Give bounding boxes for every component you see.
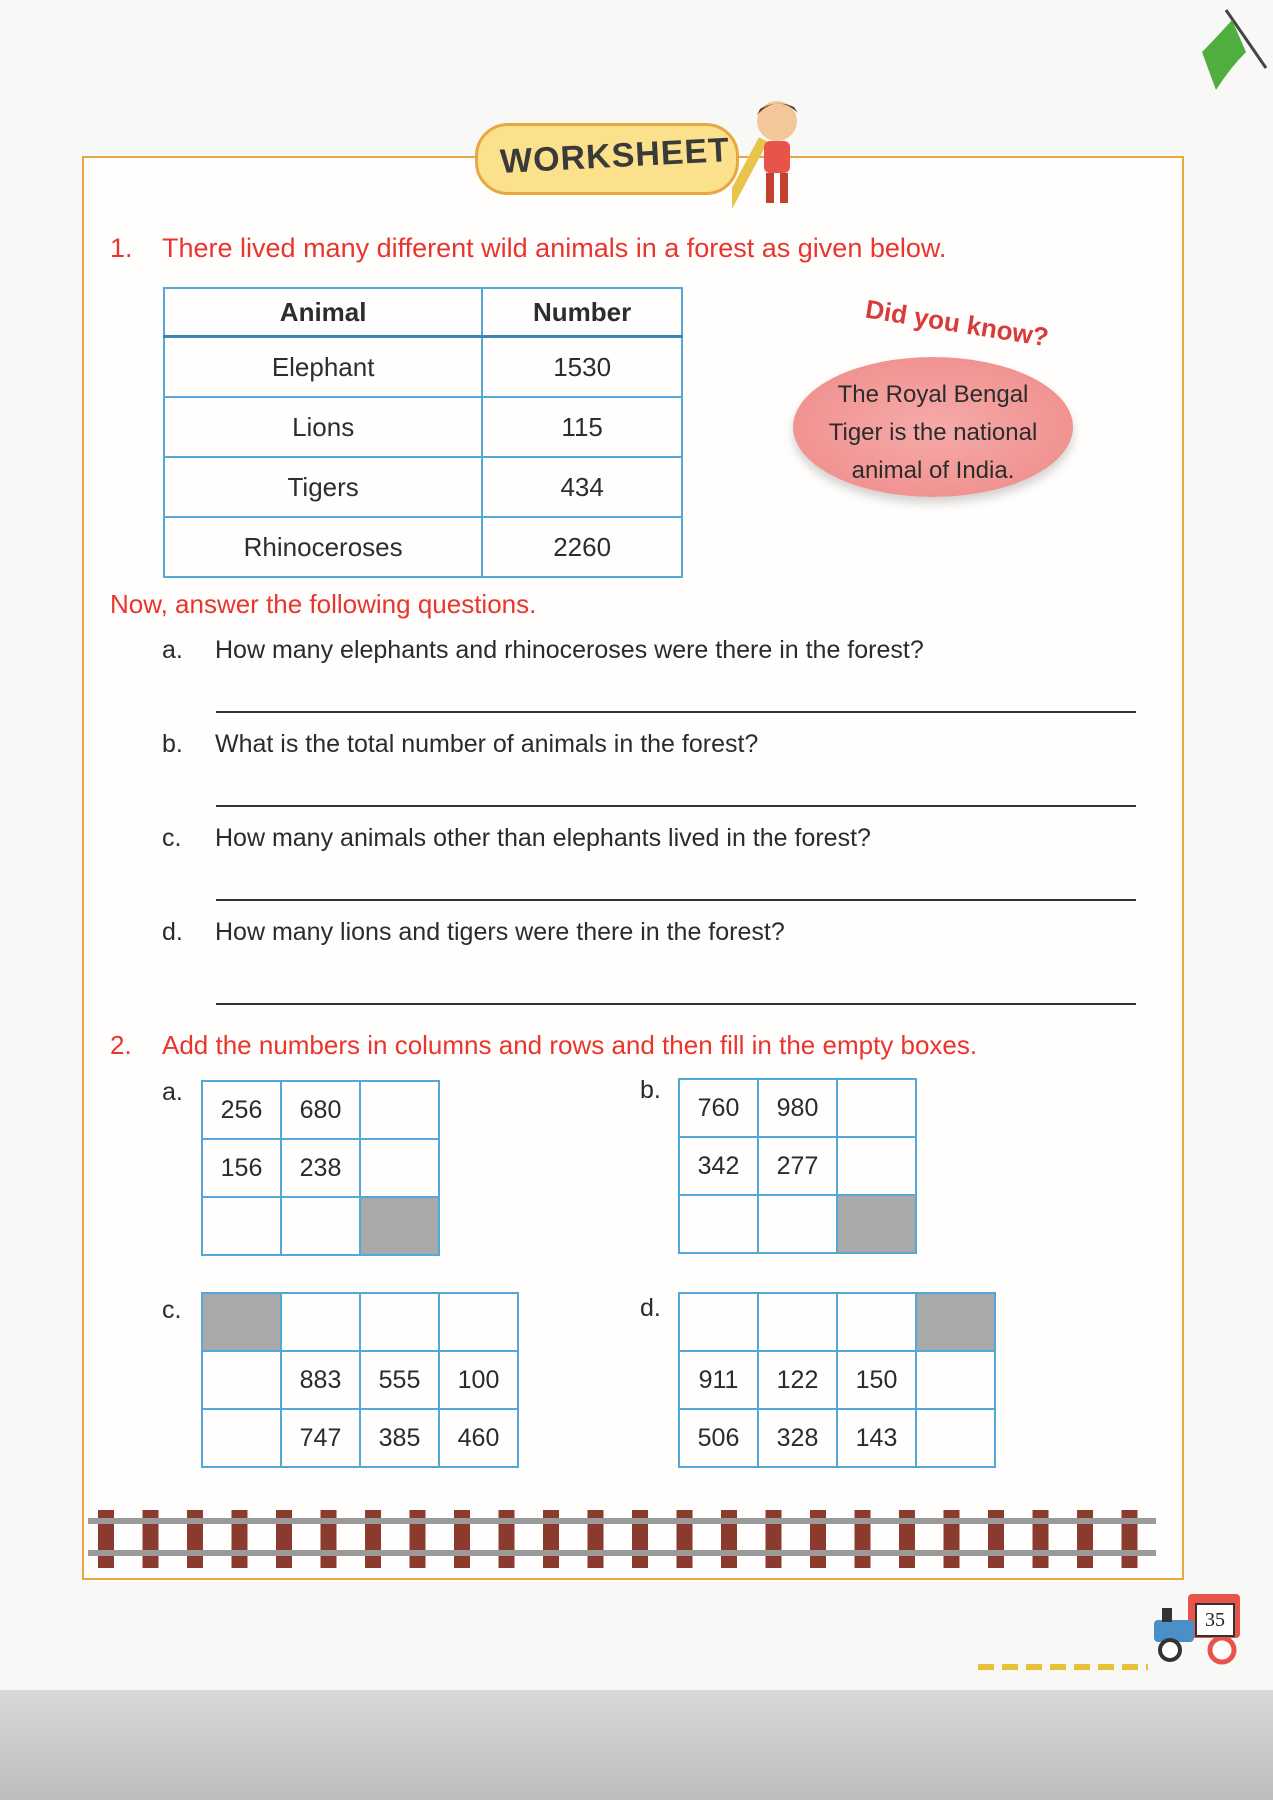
question-1-heading [110,233,946,264]
number-cell: 115 [482,397,682,457]
table-row [164,457,682,517]
page-bottom-shadow [0,1690,1273,1800]
table-row [164,517,682,577]
table-header-number: Number [482,288,682,337]
empty-answer-box[interactable] [916,1351,995,1409]
grid-cell: 760 [679,1079,758,1137]
grid-cell: 342 [679,1137,758,1195]
grid-c-label: c. [162,1296,182,1324]
animal-cell: Elephant [164,337,482,398]
question-2-number: 2. [110,1030,132,1060]
grid-cell: 506 [679,1409,758,1467]
railway-track-decoration [88,1506,1156,1572]
empty-answer-box[interactable] [281,1293,360,1351]
answer-prompt: Now, answer the following questions. [110,589,537,619]
empty-answer-box[interactable] [439,1293,518,1351]
empty-answer-box[interactable] [281,1197,360,1255]
sub-question-text: How many animals other than elephants lived in the forest? [215,824,871,852]
grid-cell: 911 [679,1351,758,1409]
grid-cell: 328 [758,1409,837,1467]
empty-answer-box[interactable] [202,1351,281,1409]
question-1-number: 1. [110,233,133,263]
table-header-row [164,288,682,337]
grid-cell: 555 [360,1351,439,1409]
question-2-text: Add the numbers in columns and rows and then fill in the empty boxes. [162,1030,978,1060]
answer-line-b[interactable] [216,805,1136,807]
empty-answer-box[interactable] [202,1409,281,1467]
grid-a-label: a. [162,1078,183,1106]
grid-cell: 277 [758,1137,837,1195]
table-header-animal: Animal [164,288,482,337]
green-flag-icon [1196,8,1268,98]
sub-question-label: a. [162,636,183,664]
shaded-cell [202,1293,281,1351]
grid-cell: 680 [281,1081,360,1139]
grid-cell: 143 [837,1409,916,1467]
grid-cell: 883 [281,1351,360,1409]
empty-answer-box[interactable] [837,1137,916,1195]
grid-cell: 460 [439,1409,518,1467]
did-you-know-title: Did you know? [863,293,1051,353]
animal-cell: Rhinoceroses [164,517,482,577]
sub-question-d [162,918,785,947]
empty-answer-box[interactable] [916,1409,995,1467]
empty-answer-box[interactable] [837,1293,916,1351]
empty-answer-box[interactable] [202,1197,281,1255]
shaded-cell [837,1195,916,1253]
worksheet-title: WORKSHEET [499,131,731,181]
number-cell: 1530 [482,337,682,398]
addition-grid-c [201,1292,519,1468]
sub-question-text: How many lions and tigers were there in the forest? [215,918,785,946]
answer-line-d[interactable] [216,1003,1136,1005]
track-rail [88,1518,1156,1524]
question-1-text: There lived many different wild animals in a forest as given below. [162,233,947,263]
page-number: 35 [1195,1603,1235,1637]
grid-cell: 980 [758,1079,837,1137]
empty-answer-box[interactable] [679,1293,758,1351]
grid-cell: 747 [281,1409,360,1467]
grid-cell: 122 [758,1351,837,1409]
grid-cell: 385 [360,1409,439,1467]
empty-answer-box[interactable] [360,1293,439,1351]
table-row [164,397,682,457]
answer-line-a[interactable] [216,711,1136,713]
sub-question-c [162,824,871,853]
track-rail [88,1550,1156,1556]
addition-grid-b [678,1078,917,1254]
empty-answer-box[interactable] [360,1139,439,1197]
sub-question-a [162,636,924,665]
empty-answer-box[interactable] [758,1293,837,1351]
sub-question-text: What is the total number of animals in the forest? [215,730,759,758]
grid-cell: 150 [837,1351,916,1409]
table-row [164,337,682,398]
did-you-know-text: The Royal Bengal Tiger is the national animal of India. [828,381,1038,484]
sub-question-text: How many elephants and rhinoceroses were there in the forest? [215,636,924,664]
answer-line-c[interactable] [216,899,1136,901]
number-cell: 434 [482,457,682,517]
addition-grid-d [678,1292,996,1468]
empty-answer-box[interactable] [360,1081,439,1139]
animal-cell: Lions [164,397,482,457]
shaded-cell [916,1293,995,1351]
grid-d-label: d. [640,1294,661,1322]
grid-cell: 100 [439,1351,518,1409]
number-cell: 2260 [482,517,682,577]
question-2-heading [110,1030,977,1061]
grid-cell: 238 [281,1139,360,1197]
sub-question-label: c. [162,824,182,852]
grid-cell: 156 [202,1139,281,1197]
shaded-cell [360,1197,439,1255]
dashed-track-line [978,1662,1148,1672]
sub-question-label: b. [162,730,183,758]
empty-answer-box[interactable] [837,1079,916,1137]
empty-answer-box[interactable] [679,1195,758,1253]
grid-b-label: b. [640,1076,661,1104]
empty-answer-box[interactable] [758,1195,837,1253]
animal-cell: Tigers [164,457,482,517]
pencil-boy-icon [732,95,810,215]
grid-cell: 256 [202,1081,281,1139]
addition-grid-a [201,1080,440,1256]
sub-question-b [162,730,758,759]
animal-table [163,287,683,578]
sub-question-label: d. [162,918,183,946]
